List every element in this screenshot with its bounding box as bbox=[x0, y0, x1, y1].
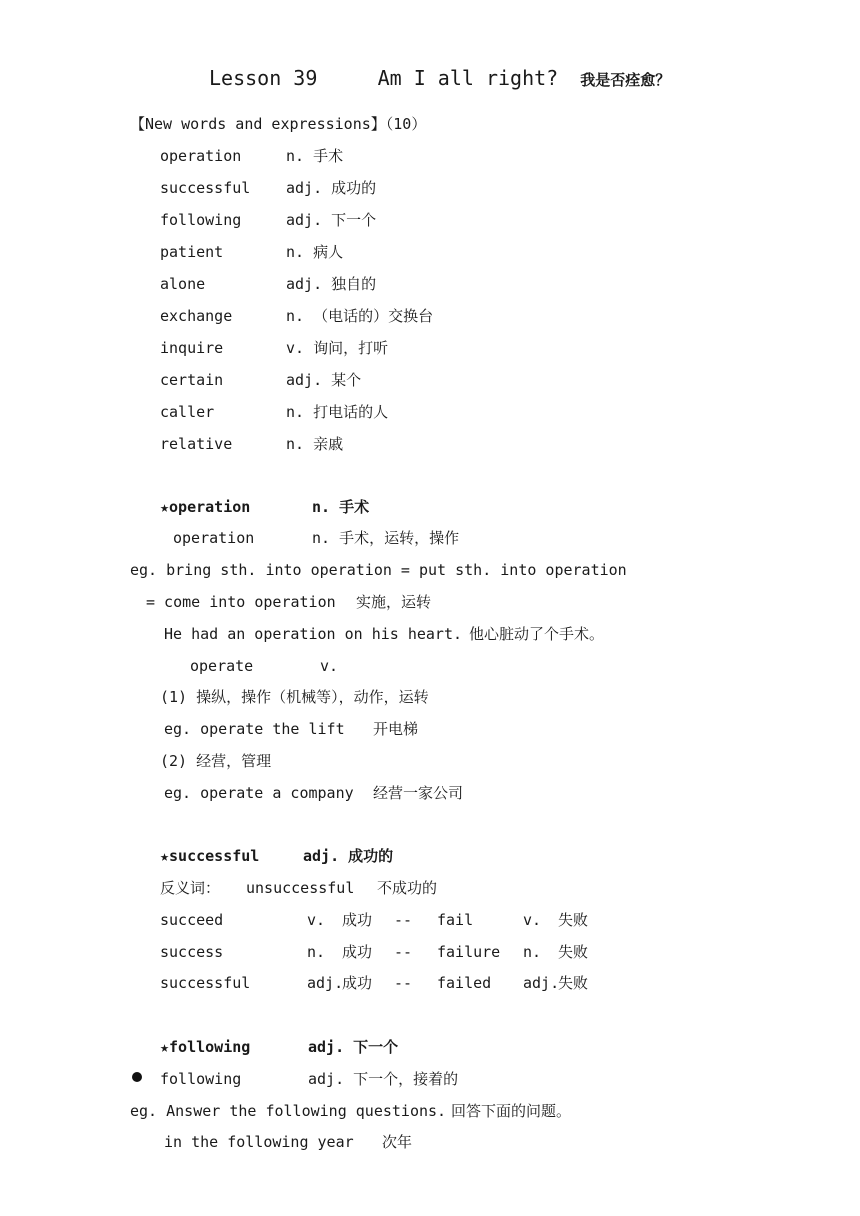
example-line: = come into operation bbox=[146, 593, 336, 611]
example-translation: 开电梯 bbox=[373, 720, 419, 738]
vocab-word: patient bbox=[160, 243, 224, 261]
word-family-pos: adj. bbox=[307, 974, 344, 992]
section-heading-word: ★following bbox=[160, 1038, 251, 1056]
example-translation: 次年 bbox=[382, 1133, 413, 1151]
word-family-meaning: 失败 bbox=[558, 974, 589, 992]
sense-line: (2) 经营，管理 bbox=[160, 752, 272, 770]
vocab-def: adj. 独自的 bbox=[286, 275, 377, 293]
example-translation: 他心脏动了个手术。 bbox=[469, 625, 605, 643]
antonym-label: 反义词： bbox=[160, 879, 221, 897]
vocab-heading: 【New words and expressions】（10） bbox=[130, 115, 427, 133]
word-family-antonym: failure bbox=[437, 943, 501, 961]
example-translation: 回答下面的问题。 bbox=[451, 1102, 572, 1120]
word-family-pos: v. bbox=[307, 911, 326, 929]
section-heading-word: ★successful bbox=[160, 847, 260, 865]
vocab-def: n. 亲戚 bbox=[286, 435, 344, 453]
word-family-meaning: 成功 bbox=[342, 943, 373, 961]
entry-word: following bbox=[160, 1070, 242, 1088]
entry-def: adj. 下一个，接着的 bbox=[308, 1070, 459, 1088]
entry-word: operation bbox=[173, 529, 255, 547]
antonym-word: unsuccessful bbox=[246, 879, 355, 897]
section-heading-word: ★operation bbox=[160, 498, 251, 516]
word-family-antonym: failed bbox=[437, 974, 492, 992]
vocab-def: v. 询问，打听 bbox=[286, 339, 389, 357]
vocab-word: relative bbox=[160, 435, 233, 453]
vocab-def: adj. 某个 bbox=[286, 371, 362, 389]
entry-def: n. 手术，运转，操作 bbox=[312, 529, 460, 547]
vocab-def: n. 手术 bbox=[286, 147, 344, 165]
vocab-def: n. 打电话的人 bbox=[286, 403, 389, 421]
vocab-def: adj. 成功的 bbox=[286, 179, 377, 197]
example-line: He had an operation on his heart. bbox=[164, 625, 463, 643]
title-english: Lesson 39 Am I all right? bbox=[209, 66, 559, 90]
vocab-def: n. （电话的）交换台 bbox=[286, 307, 434, 325]
vocab-word: successful bbox=[160, 179, 251, 197]
vocab-word: alone bbox=[160, 275, 206, 293]
example-line: eg. operate a company bbox=[164, 784, 354, 802]
vocab-word: inquire bbox=[160, 339, 224, 357]
example-line: eg. Answer the following questions. bbox=[130, 1102, 447, 1120]
sense-line: (1) 操纵，操作（机械等），动作，运转 bbox=[160, 688, 429, 706]
word-family-pos: v. bbox=[523, 911, 542, 929]
bullet-icon bbox=[132, 1072, 142, 1082]
example-line: in the following year bbox=[164, 1133, 354, 1151]
example-line: eg. operate the lift bbox=[164, 720, 345, 738]
title-chinese: 我是否痊愈？ bbox=[580, 71, 671, 89]
vocab-def: adj. 下一个 bbox=[286, 211, 377, 229]
word-family-word: successful bbox=[160, 974, 251, 992]
word-family-meaning: 成功 bbox=[342, 974, 373, 992]
word-family-pos: n. bbox=[523, 943, 542, 961]
example-translation: 经营一家公司 bbox=[373, 784, 464, 802]
section-heading-def: adj. 下一个 bbox=[308, 1038, 399, 1056]
word-family-pos: n. bbox=[307, 943, 326, 961]
word-family-pos: adj. bbox=[523, 974, 560, 992]
vocab-word: exchange bbox=[160, 307, 233, 325]
page-title bbox=[0, 47, 860, 90]
word-family-meaning: 成功 bbox=[342, 911, 373, 929]
word-family-meaning: 失败 bbox=[558, 943, 589, 961]
section-heading-def: adj. 成功的 bbox=[303, 847, 394, 865]
word-family-word: success bbox=[160, 943, 224, 961]
example-translation: 实施，运转 bbox=[356, 593, 432, 611]
example-line: eg. bring sth. into operation = put sth. into operation bbox=[130, 561, 627, 579]
vocab-word: caller bbox=[160, 403, 215, 421]
section-heading-def: n. 手术 bbox=[312, 498, 370, 516]
word-family-word: succeed bbox=[160, 911, 224, 929]
vocab-word: operation bbox=[160, 147, 242, 165]
word-family-meaning: 失败 bbox=[558, 911, 589, 929]
antonym-translation: 不成功的 bbox=[377, 879, 438, 897]
vocab-word: certain bbox=[160, 371, 224, 389]
vocab-def: n. 病人 bbox=[286, 243, 344, 261]
vocab-word: following bbox=[160, 211, 242, 229]
word-family-dash: -- bbox=[394, 911, 413, 929]
entry-word: operate bbox=[190, 657, 254, 675]
word-family-dash: -- bbox=[394, 974, 413, 992]
word-family-antonym: fail bbox=[437, 911, 474, 929]
entry-pos: v. bbox=[320, 657, 339, 675]
word-family-dash: -- bbox=[394, 943, 413, 961]
